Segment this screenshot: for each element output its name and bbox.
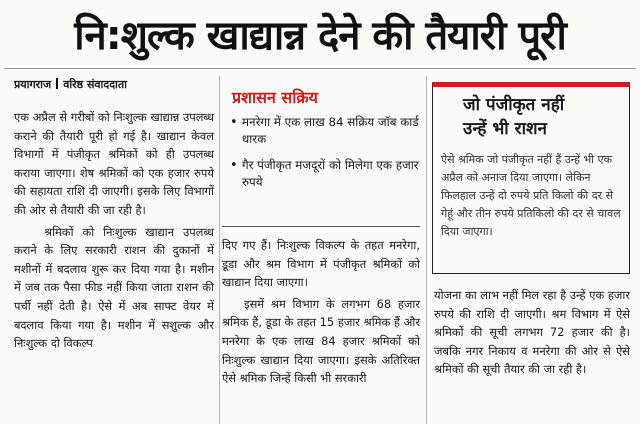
box-body: ऐसे श्रमिक जो पंजीकृत नहीं हैं उन्हें भी एक अप्रैल को अनाज दिया जाएगा। लेकिन फिलहाल उन्हें दो रुपये प्रति किलो की दर से गेहूं और तीन रुपये प्रतिकिलो की दर से चावल दिया जाएगा।: [441, 153, 621, 238]
sidebar-bullets: [230, 114, 420, 200]
bullet-icon: •: [230, 158, 238, 173]
bullet-item: [230, 114, 420, 148]
box-title-line-2: उन्हें भी राशन: [463, 119, 547, 139]
bullet-text: मनरेगा में एक लाख 84 सक्रिय जॉब कार्ड धारक: [242, 115, 419, 146]
headline: नि:शुल्क खाद्यान्न देने की तैयारी पूरी: [74, 12, 566, 59]
sidebar-rule: [222, 226, 420, 227]
byline-separator: [56, 78, 58, 89]
highlight-box: [432, 82, 630, 274]
headline-rule: [4, 68, 636, 69]
bullet-item: [230, 157, 420, 191]
column-divider-left: [219, 76, 220, 424]
byline-location: प्रयागराज: [14, 78, 52, 91]
box-title-line-1: जो पंजीकृत नहीं: [463, 95, 565, 115]
byline: [14, 77, 127, 92]
left-para-1: एक अप्रैल से गरीबों को निःशुल्क खाद्यान्न उपलब्ध कराने की तैयारी पूरी हो गई है। खाद्यान केवल विभागों में पंजीकृत श्रमिकों को ही उपलब्ध कराया जाएगा। शेष श्रमिकों को एक हजार रुपये की सहायता राशि दी जाएगी। इसके लिए विभागों की ओर से तैयारी की जा रही है।: [14, 110, 214, 217]
bullet-icon: •: [230, 115, 238, 130]
left-column: [14, 108, 214, 353]
sidebar-heading: प्रशासन सक्रिय: [232, 88, 318, 107]
middle-column: [222, 236, 420, 388]
left-para-2: श्रमिकों को निःशुल्क खाद्यान उपलब्ध कराने के लिए सरकारी राशन की दुकानों में मशीनों में बदलाव शुरू कर दिया गया है। मशीन में जब तक पैसा फीड नहीं किया जाता राशन की पर्ची नहीं देती है। ऐसे में अब साफ्ट वेयर में बदलाव किया गया है। मशीन में सशुल्क और निःशुल्क दो विकल्प: [14, 224, 214, 351]
bullet-text: गैर पंजीकृत मजदूरों को मिलेगा एक हजार रुपये: [242, 158, 419, 189]
byline-reporter: वरिष्ठ संवाददाता: [63, 78, 128, 91]
middle-para-1: दिए गए हैं। निःशुल्क विकल्प के तहत मनरेगा, डूडा और श्रम विभाग में पंजीकृत श्रमिकों को खाद्यान दिया जाएगा।: [222, 238, 420, 290]
right-para-1: योजना का लाभ नहीं मिल रहा है उन्हें एक हजार रुपये की राशि दी जाएगी। श्रम विभाग में ऐसे श्रमिकों की सूची लगभग 72 हजार की है। जबकि नगर निकाय व मनरेगा की ओर से ऐसे श्रमिकों की सूची तैयार की जा रही है।: [434, 288, 630, 377]
box-title: [441, 93, 621, 141]
middle-para-2: इसमें श्रम विभाग के लगभग 68 हजार श्रमिक हैं, डूडा के तहत 15 हजार श्रमिक हैं और मनरेगा के एक लाख 84 हजार श्रमिकों को निःशुल्क खाद्यान दिया जाएगा। इसके अतिरिक्त ऐसे श्रमिक जिन्हें किसी भी सरकारी: [222, 296, 420, 386]
column-divider-right: [426, 76, 427, 424]
right-column: [434, 286, 630, 379]
